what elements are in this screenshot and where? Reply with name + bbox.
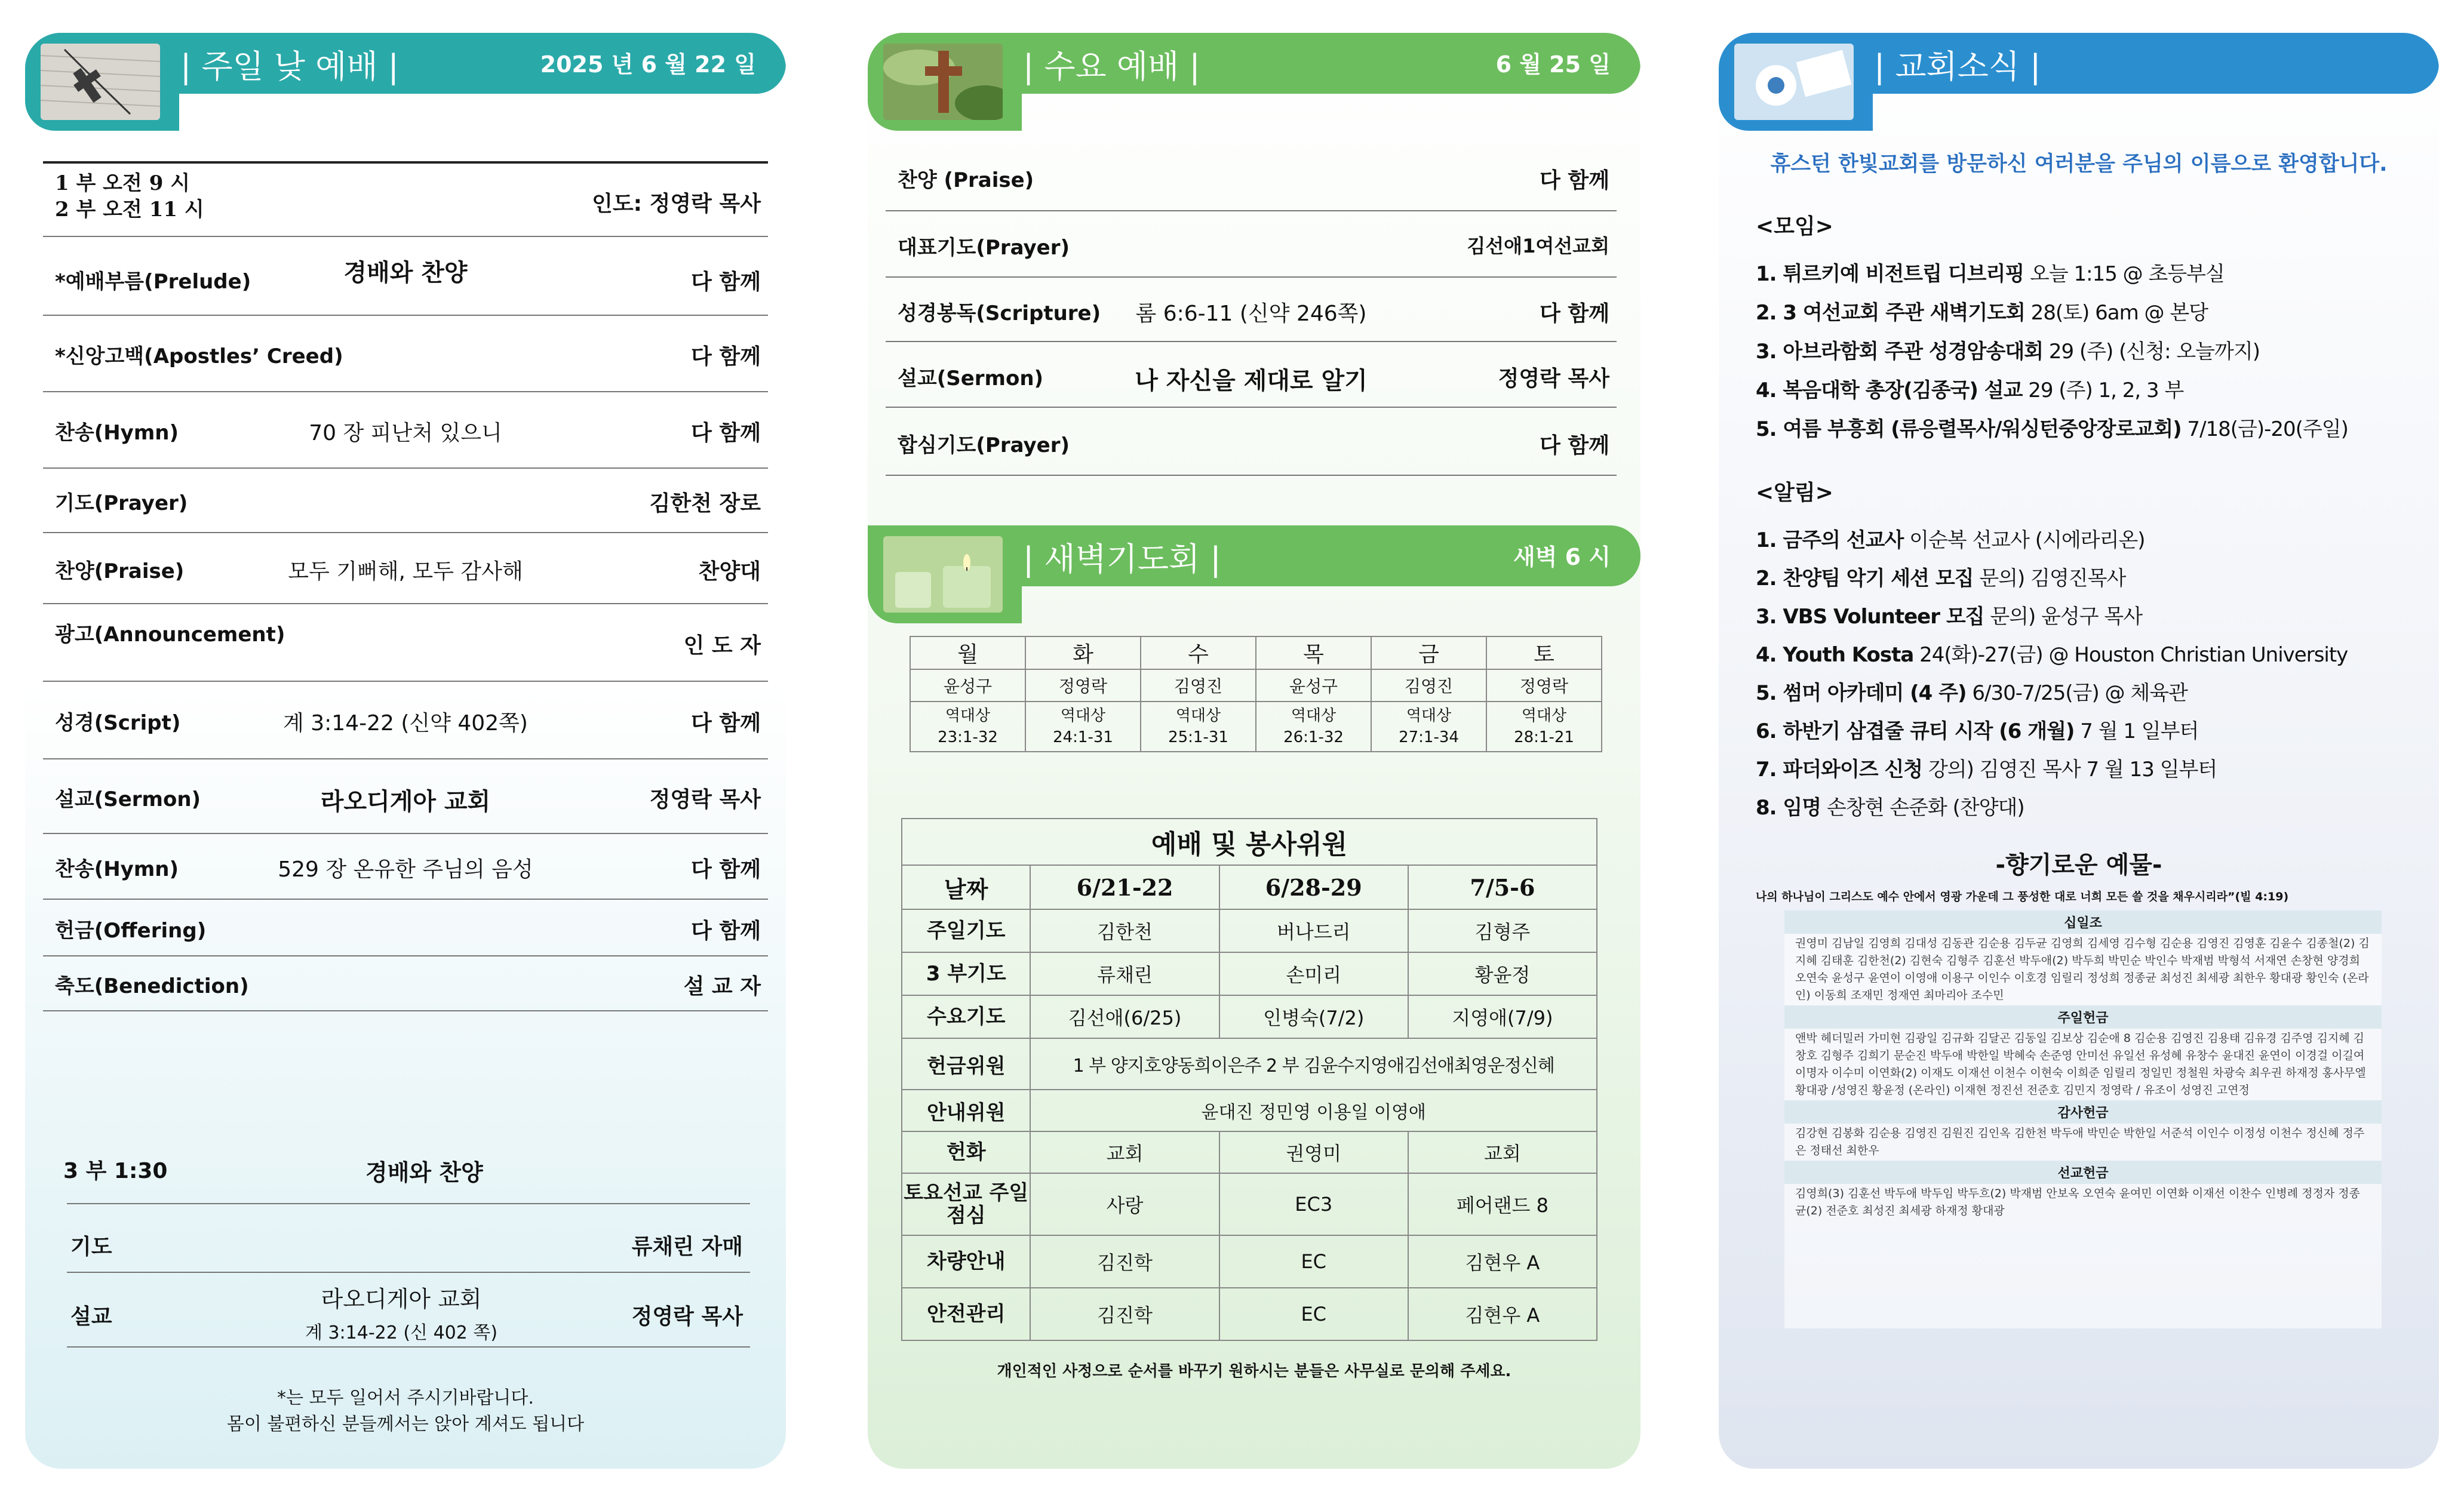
third-service-time: 3 부 1:30 (63, 1159, 168, 1183)
dawn-book: 역대상 (1521, 707, 1567, 725)
dawn-verse: 26:1-32 (1283, 728, 1344, 746)
volunteer-role: 헌화 (902, 1131, 1030, 1173)
volunteer-role: 안전관리 (902, 1288, 1030, 1340)
order-leader: 다 함께 (691, 270, 761, 294)
volunteer-role: 주일기도 (902, 909, 1030, 952)
volunteer-cell: 김선애(6/25) (1030, 995, 1219, 1038)
bible-verse: 나의 하나님이 그리스도 예수 안에서 영광 가운데 그 풍성한 대로 너희 모든 쓸 것을 채우시리라”(빌 4:19) (1756, 890, 2289, 903)
dawn-time: 새벽 6 시 (1513, 544, 1611, 570)
order-leader: 다 함께 (691, 711, 761, 736)
notice-item-title: 3. VBS Volunteer 모집 (1756, 605, 1984, 629)
order-label: 찬송(Hymn) (55, 421, 179, 445)
dawn-schedule-table (910, 636, 1602, 752)
footer-line-2: 몸이 불편하신 분들께서는 앉아 계셔도 됩니다 (226, 1414, 585, 1435)
order-label: *신앙고백(Apostles’ Creed) (55, 344, 343, 368)
dawn-refs-row (910, 702, 1602, 752)
volunteer-row (902, 1131, 1597, 1173)
order-leader: 다 함께 (1540, 302, 1609, 326)
dawn-verse: 25:1-31 (1168, 728, 1228, 746)
cross-bible-image (41, 44, 160, 120)
dawn-ref (1025, 702, 1141, 752)
notice-item-detail: 7 월 1 일부터 (2074, 719, 2199, 743)
divider (43, 161, 768, 164)
volunteer-cell: 페어랜드 8 (1408, 1173, 1597, 1235)
offering-group-names: 권영미 김남일 김영희 김대성 김동관 김순용 김두균 김영희 김세영 김수형 김순용 김영진 김영훈 김윤수 김종철(2) 김지혜 김태훈 김한천(2) 김현숙 김형주 김훈선 박두애(2) 박두희 박민순 박인수 박재범 박형석 서재연 손창현 양경희 오연숙 윤성구 윤연이 이영애 이용구 이인수 이호경 임릴리 정성희 정종균 최성진 최세광 최한우 황대광 황인숙 (온라인) 이동희 조재민 정재연 최마리아 조수민 (1795, 937, 2370, 1002)
offering-group-names: 앤박 헤더밀러 가미현 김광일 김규화 김달곤 김동일 김보상 김순애 8 김순용 김영진 김용태 김유경 김주영 김지혜 김창호 김형주 김희기 문순진 박두애 박한일 박혜숙 손준영 안미선 유일선 유성혜 유창수 윤대진 윤연이 이경걸 이길여 이명자 이수미 이연화(2) 이재도 이재선 이천수 이현숙 이희준 임릴리 정일민 정철원 차광숙 최우권 하재정 홍사무엘 황대광 /성영진 황윤정 (온라인) 이재현 정진선 전준호 김민지 정영락 / 유조이 성영진 고연정 (1795, 1032, 2366, 1097)
notice-item-detail: 6/30-7/25(금) @ 체육관 (1966, 681, 2188, 705)
notice-item-detail: 강의) 김영진 목사 7 월 13 일부터 (1922, 758, 2217, 782)
volunteer-table (901, 818, 1597, 1341)
order-label: 성경봉독(Scripture) (898, 302, 1101, 325)
wednesday-row (886, 279, 1617, 342)
volunteer-title-row (902, 819, 1597, 865)
dawn-photo-tab (868, 525, 1022, 623)
volunteer-row (902, 1173, 1597, 1235)
order-leader: 김한천 장로 (649, 491, 761, 516)
third-sermon-label: 설교 (70, 1305, 112, 1329)
notice-item (1756, 674, 2348, 712)
offering-group-title: 주일헌금 (1784, 1005, 2382, 1029)
dawn-leader: 정영락 (1486, 669, 1602, 702)
offering-names-box (1784, 910, 2382, 1328)
dawn-leader: 김영진 (1371, 669, 1486, 702)
third-prayer-label: 기도 (70, 1235, 112, 1259)
volunteer-cell: EC (1219, 1288, 1408, 1340)
volunteer-cell: 손미리 (1219, 952, 1408, 995)
volunteer-row (902, 952, 1597, 995)
dawn-ref (1141, 702, 1256, 752)
volunteer-role: 토요선교 주일점심 (902, 1173, 1030, 1235)
meeting-item-detail: 7/18(금)-20(주일) (2181, 417, 2348, 441)
dawn-day: 수 (1141, 636, 1256, 669)
dawn-day: 목 (1256, 636, 1371, 669)
dawn-verse: 27:1-34 (1399, 728, 1459, 746)
third-sermon-title: 라오디게아 교회 (321, 1286, 482, 1312)
volunteer-cell: 버나드리 (1219, 909, 1408, 952)
dawn-day: 금 (1371, 636, 1486, 669)
meeting-item (1756, 410, 2348, 449)
meeting-item-detail: 29 (주) (신청: 오늘까지) (2043, 340, 2260, 364)
sunday-service-panel (25, 33, 786, 1469)
volunteer-cell: 김진학 (1030, 1288, 1219, 1340)
order-leader: 다 함께 (1540, 433, 1609, 458)
dawn-day: 화 (1025, 636, 1141, 669)
order-detail: 롬 6:6-11 (신약 246쪽) (1135, 302, 1367, 326)
dawn-book: 역대상 (1291, 707, 1337, 725)
dawn-book: 역대상 (945, 707, 991, 725)
order-row (43, 681, 768, 759)
order-detail: 나 자신을 제대로 알기 (1135, 367, 1368, 395)
order-label: 축도(Benediction) (55, 974, 249, 998)
notice-item (1756, 598, 2348, 636)
volunteer-cell: 사랑 (1030, 1173, 1219, 1235)
order-label: 기도(Prayer) (55, 491, 188, 515)
offering-title: -향기로운 예물- (1995, 851, 2162, 879)
order-detail: 라오디게아 교회 (320, 788, 491, 816)
order-row (43, 833, 768, 900)
order-leader: 다 함께 (691, 857, 761, 882)
change-request-note: 개인적인 사정으로 순서를 바꾸기 원하시는 분들은 사무실로 문의해 주세요. (997, 1362, 1511, 1380)
notice-item-detail: 24(화)-27(금) @ Houston Christian University (1913, 643, 2348, 667)
dawn-ref (1371, 702, 1486, 752)
order-leader: 다 함께 (691, 918, 761, 943)
meeting-item (1756, 333, 2348, 371)
wednesday-title: | 수요 예배 | (1023, 48, 1200, 85)
volunteer-cell: 황윤정 (1408, 952, 1597, 995)
volunteer-head-cell: 6/28-29 (1219, 865, 1408, 909)
church-news-panel (1719, 33, 2439, 1469)
order-leader: 정영락 목사 (649, 787, 761, 812)
notice-item-title: 7. 파더와이즈 신청 (1756, 758, 1923, 782)
dawn-title: | 새벽기도회 | (1023, 540, 1221, 578)
dawn-verse: 28:1-21 (1514, 728, 1574, 746)
meetings-title: <모임> (1756, 214, 1833, 239)
dawn-days-row (910, 636, 1602, 669)
sunday-title: | 주일 낮 예배 | (180, 48, 399, 85)
order-leader: 정영락 목사 (1498, 367, 1609, 391)
meeting-item (1756, 371, 2348, 410)
dawn-leader: 윤성구 (910, 669, 1025, 702)
notice-item-detail: 손창현 손준화 (찬양대) (1821, 796, 2024, 820)
order-label: 찬양 (Praise) (898, 168, 1034, 192)
dawn-leader: 윤성구 (1256, 669, 1371, 702)
volunteer-cell: EC3 (1219, 1173, 1408, 1235)
meeting-item-title: 3. 아브라함회 주관 성경암송대회 (1756, 340, 2044, 364)
notice-item-title: 6. 하반기 삼겹줄 큐티 시작 (6 개월) (1756, 719, 2075, 743)
volunteer-cell: 김형주 (1408, 909, 1597, 952)
dawn-book: 역대상 (1175, 707, 1221, 725)
flower-card-image (1734, 44, 1854, 120)
meeting-item-detail: 오늘 1:15 @ 초등부실 (2024, 262, 2225, 286)
order-detail: 529 장 온유한 주님의 음성 (278, 857, 533, 882)
order-leader: 설 교 자 (683, 974, 761, 999)
order-label: 헌금(Offering) (55, 918, 207, 943)
wednesday-row (886, 143, 1617, 211)
meeting-item-title: 4. 복음대학 총장(김종국) 설교 (1756, 379, 2023, 402)
order-detail: 70 장 피난처 있으니 (309, 421, 502, 445)
order-label: 광고(Announcement) (55, 623, 285, 647)
order-label: 대표기도(Prayer) (898, 236, 1070, 260)
meeting-item-title: 5. 여름 부흥회 (류응렬목사/워싱턴중앙장로교회) (1756, 417, 2182, 441)
dawn-leader: 정영락 (1025, 669, 1141, 702)
news-title: | 교회소식 | (1874, 48, 2041, 85)
meeting-item (1756, 294, 2348, 333)
offering-group-title: 십일조 (1784, 910, 2382, 934)
notice-item-detail: 문의) 윤성구 목사 (1984, 605, 2143, 629)
meetings-list (1756, 255, 2348, 449)
wednesday-service-panel (868, 33, 1640, 1469)
sunday-date: 2025 년 6 월 22 일 (540, 51, 756, 78)
notice-item-title: 8. 임명 (1756, 796, 1821, 820)
divider (67, 1272, 750, 1273)
wednesday-row (886, 343, 1617, 408)
volunteer-cell: 지영애(7/9) (1408, 995, 1597, 1038)
order-row (43, 391, 768, 469)
notice-item (1756, 750, 2348, 789)
notice-item-title: 4. Youth Kosta (1756, 643, 1914, 667)
third-sermon-preacher: 정영락 목사 (631, 1305, 743, 1329)
welcome-message: 휴스턴 한빛교회를 방문하신 여러분을 주님의 이름으로 환영합니다. (1770, 152, 2388, 176)
dawn-day: 토 (1486, 636, 1602, 669)
volunteer-head-cell: 날짜 (902, 865, 1030, 909)
notice-item (1756, 789, 2348, 827)
volunteer-row (902, 1090, 1597, 1131)
dawn-leader: 김영진 (1141, 669, 1256, 702)
third-service-title: 경배와 찬양 (365, 1159, 483, 1186)
notices-title: <알림> (1756, 481, 1833, 505)
order-row (43, 315, 768, 392)
volunteer-head-cell: 7/5-6 (1408, 865, 1597, 909)
order-row (43, 955, 768, 1011)
wednesday-date: 6 월 25 일 (1495, 51, 1611, 78)
notice-item-detail: 문의) 김영진목사 (1973, 567, 2126, 590)
volunteer-row (902, 1038, 1597, 1090)
meeting-item-detail: 29 (주) 1, 2, 3 부 (2022, 379, 2184, 402)
order-row (43, 242, 768, 316)
order-label: 합심기도(Prayer) (898, 433, 1070, 457)
volunteer-cell: 윤대진 정민영 이용일 이영애 (1030, 1090, 1597, 1131)
third-sermon-ref: 계 3:14-22 (신 402 쪽) (305, 1322, 498, 1343)
volunteer-head-cell: 6/21-22 (1030, 865, 1219, 909)
notice-item-detail: 이순복 선교사 (시에라리온) (1903, 528, 2145, 552)
third-prayer-leader: 류채린 자매 (631, 1235, 743, 1259)
notice-item (1756, 712, 2348, 750)
order-row (43, 603, 768, 682)
news-photo-tab (1719, 33, 1873, 131)
order-row (43, 899, 768, 956)
footer-line-1: *는 모두 일어서 주시기바랍니다. (277, 1388, 534, 1408)
order-label: *예배부름(Prelude) (55, 270, 251, 294)
order-label: 설교(Sermon) (898, 367, 1044, 390)
notice-item (1756, 636, 2348, 674)
dawn-book: 역대상 (1406, 707, 1452, 725)
order-leader: 찬양대 (698, 559, 761, 584)
volunteer-role: 수요기도 (902, 995, 1030, 1038)
notice-item-title: 5. 썸머 아카데미 (4 주) (1756, 681, 1967, 705)
volunteer-role: 헌금위원 (902, 1038, 1030, 1090)
volunteer-cell: EC (1219, 1235, 1408, 1288)
volunteer-role: 차량안내 (902, 1235, 1030, 1288)
dawn-ref (910, 702, 1025, 752)
candle-image (883, 536, 1003, 613)
volunteer-cell: 인병숙(7/2) (1219, 995, 1408, 1038)
service-time-2: 2 부 오전 11 시 (55, 198, 204, 222)
divider (67, 1346, 750, 1348)
service-times (55, 170, 204, 223)
wooden-cross-image (883, 44, 1003, 120)
volunteer-head-row (902, 865, 1597, 909)
dawn-verse: 24:1-31 (1053, 728, 1113, 746)
notice-item (1756, 559, 2348, 598)
order-leader: 다 함께 (1540, 168, 1609, 193)
wednesday-row (886, 409, 1617, 476)
volunteer-title: 예배 및 봉사위원 (902, 819, 1597, 865)
wednesday-photo-tab (868, 33, 1022, 131)
order-label: 찬송(Hymn) (55, 857, 179, 881)
volunteer-cell: 교회 (1408, 1131, 1597, 1173)
volunteer-row (902, 1288, 1597, 1340)
offering-group-title: 감사헌금 (1784, 1100, 2382, 1124)
volunteer-cell: 김한천 (1030, 909, 1219, 952)
dawn-day: 월 (910, 636, 1025, 669)
order-leader: 김선애1여선교회 (1467, 235, 1609, 257)
order-row (43, 532, 768, 604)
offering-group-names: 김강현 김봉화 김순용 김영진 김원진 김인옥 김한천 박두애 박민순 박한일 서준석 이인수 이정성 이천수 정신혜 정주은 정태선 최한우 (1795, 1127, 2365, 1157)
dawn-verse: 23:1-32 (938, 728, 998, 746)
volunteer-cell: 1 부 양지호양동희이은주 2 부 김윤수지영애김선애최영운정신혜 (1030, 1038, 1597, 1090)
volunteer-cell: 김현우 A (1408, 1235, 1597, 1288)
offering-group-title: 선교헌금 (1784, 1161, 2382, 1184)
footer-note (25, 1385, 786, 1438)
volunteer-cell: 김현우 A (1408, 1288, 1597, 1340)
volunteer-cell: 권영미 (1219, 1131, 1408, 1173)
notices-list (1756, 521, 2348, 827)
volunteer-role: 3 부기도 (902, 952, 1030, 995)
wednesday-row (886, 212, 1617, 278)
offering-group-names: 김영희(3) 김훈선 박두애 박두임 박두흐(2) 박재범 안보옥 오연숙 윤여민 이연화 이재선 이찬수 인병례 정정자 정종균(2) 전준호 최성진 최세광 하재정 황대광 (1795, 1187, 2360, 1217)
section-title: 경배와 찬양 (343, 259, 468, 287)
order-row (43, 758, 768, 834)
notice-item (1756, 521, 2348, 559)
order-row (43, 467, 768, 533)
dawn-ref (1256, 702, 1371, 752)
divider (67, 1203, 750, 1204)
order-leader: 인 도 자 (683, 633, 761, 658)
order-detail: 계 3:14-22 (신약 402쪽) (283, 711, 528, 736)
volunteer-role: 안내위원 (902, 1090, 1030, 1131)
notice-item-title: 1. 금주의 선교사 (1756, 528, 1904, 552)
meeting-item-detail: 28(토) 6am @ 본당 (2024, 301, 2208, 325)
notice-item-title: 2. 찬양팀 악기 세션 모집 (1756, 567, 1974, 590)
order-detail: 모두 기뻐해, 모두 감사해 (288, 559, 523, 584)
order-leader: 다 함께 (691, 344, 761, 369)
sunday-photo-tab (25, 33, 179, 131)
divider (43, 236, 768, 237)
meeting-item-title: 2. 3 여선교회 주관 새벽기도회 (1756, 301, 2025, 325)
volunteer-cell: 류채린 (1030, 952, 1219, 995)
volunteer-row (902, 995, 1597, 1038)
volunteer-cell: 교회 (1030, 1131, 1219, 1173)
volunteer-row (902, 909, 1597, 952)
volunteer-cell: 김진학 (1030, 1235, 1219, 1288)
dawn-leaders-row (910, 669, 1602, 702)
meeting-item-title: 1. 튀르키예 비전트립 디브리핑 (1756, 262, 2024, 286)
order-label: 설교(Sermon) (55, 787, 201, 811)
dawn-ref (1486, 702, 1602, 752)
meeting-item (1756, 255, 2348, 294)
dawn-book: 역대상 (1060, 707, 1106, 725)
order-leader: 다 함께 (691, 421, 761, 445)
service-time-1: 1 부 오전 9 시 (55, 171, 191, 195)
order-label: 찬양(Praise) (55, 559, 185, 583)
leader: 인도: 정영락 목사 (592, 192, 761, 216)
volunteer-row (902, 1235, 1597, 1288)
order-label: 성경(Script) (55, 711, 181, 735)
